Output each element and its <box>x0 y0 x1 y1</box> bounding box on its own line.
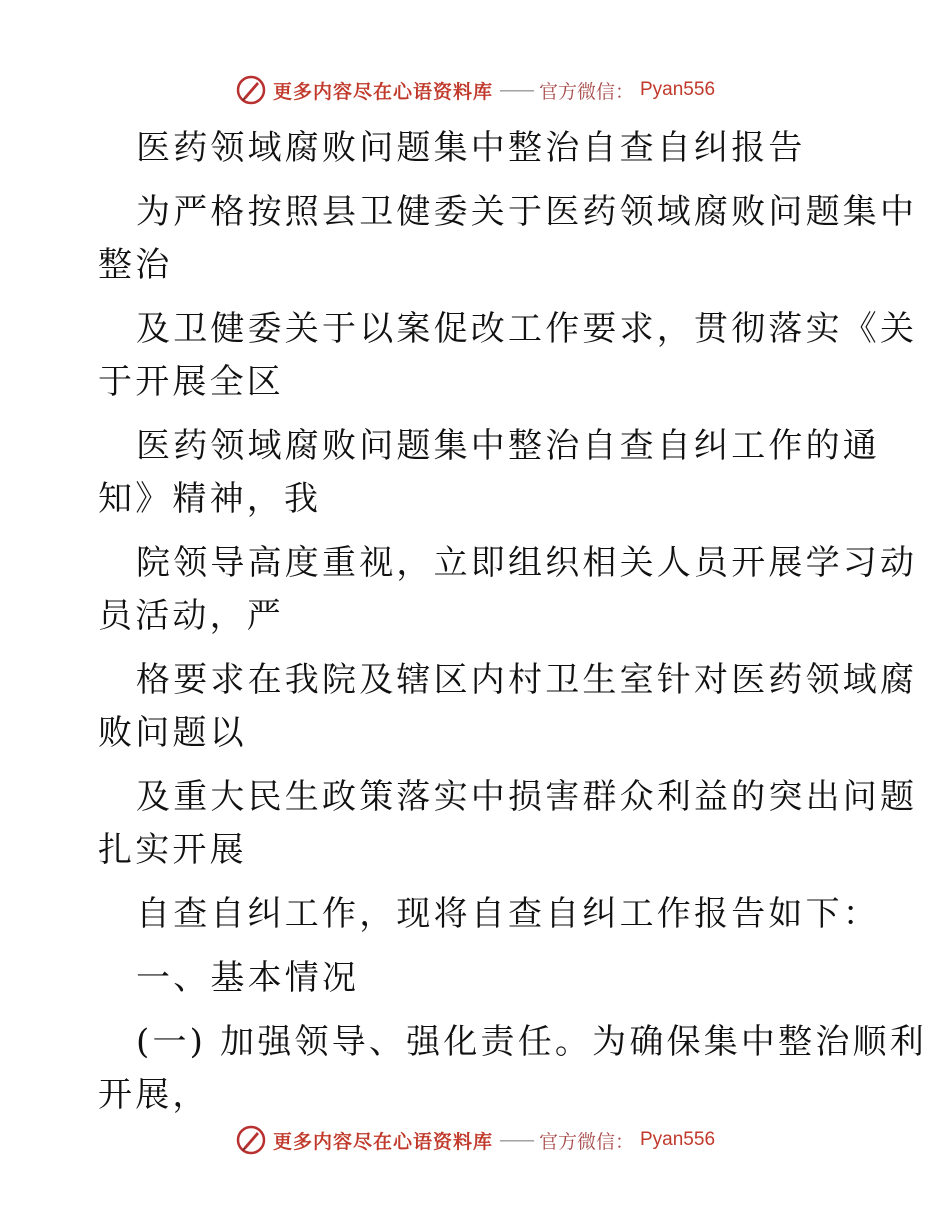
paragraph-9 <box>98 1016 927 1122</box>
footer-watermark <box>0 1120 950 1160</box>
watermark-main-text: 更多内容尽在心语资料库 <box>272 80 493 103</box>
watermark-sub-text: 官方微信： <box>538 80 634 103</box>
paragraph-line: 扎实开展 <box>98 830 247 870</box>
watermark-dash: —— <box>498 1129 533 1151</box>
paragraph-line: 整治 <box>98 245 173 285</box>
paragraph-line: 医药领域腐败问题集中整治自查自纠工作的通 <box>136 426 880 466</box>
paragraph-line: 知》精神，我 <box>98 479 322 519</box>
paragraph-3 <box>98 420 880 526</box>
paragraph-line: 及重大民生政策落实中损害群众利益的突出问题 <box>136 777 918 817</box>
watermark-account: Pyan556 <box>640 79 716 100</box>
paragraph-line: 及卫健委关于以案促改工作要求，贯彻落实《关 <box>136 309 918 349</box>
paragraph-line: 败问题以 <box>98 713 247 753</box>
quill-pen-seal-icon <box>235 74 267 106</box>
paragraph-5 <box>98 654 918 760</box>
watermark-sub-text: 官方微信： <box>538 1130 634 1153</box>
paragraph-6 <box>98 771 918 877</box>
section-heading <box>98 952 858 1005</box>
paragraph-line: 开展， <box>98 1075 210 1115</box>
paragraph-1 <box>98 186 918 292</box>
watermark-main-text: 更多内容尽在心语资料库 <box>272 1130 493 1153</box>
paragraph-line: 院领导高度重视，立即组织相关人员开展学习动 <box>136 543 918 583</box>
paragraph-2 <box>98 303 918 409</box>
document-title: 医药领域腐败问题集中整治自查自纠报告 <box>136 128 806 168</box>
document-body <box>98 122 927 1122</box>
paragraph-line: 格要求在我院及辖区内村卫生室针对医药领域腐 <box>136 660 918 700</box>
watermark-account: Pyan556 <box>640 1129 716 1150</box>
paragraph-4 <box>98 537 918 643</box>
paragraph-line: 自查自纠工作，现将自查自纠工作报告如下： <box>136 894 880 934</box>
paragraph-line: 员活动，严 <box>98 596 284 636</box>
section-heading-text: 一、基本情况 <box>136 958 360 998</box>
paragraph-line: 于开展全区 <box>98 362 284 402</box>
header-watermark <box>0 70 950 110</box>
watermark-dash: —— <box>498 79 533 101</box>
paragraph-line: 为严格按照县卫健委关于医药领域腐败问题集中 <box>136 192 918 232</box>
paragraph-7 <box>98 888 880 941</box>
quill-pen-seal-icon <box>235 1124 267 1156</box>
paragraph-line: (一) 加强领导、强化责任。为确保集中整治顺利 <box>136 1022 927 1062</box>
